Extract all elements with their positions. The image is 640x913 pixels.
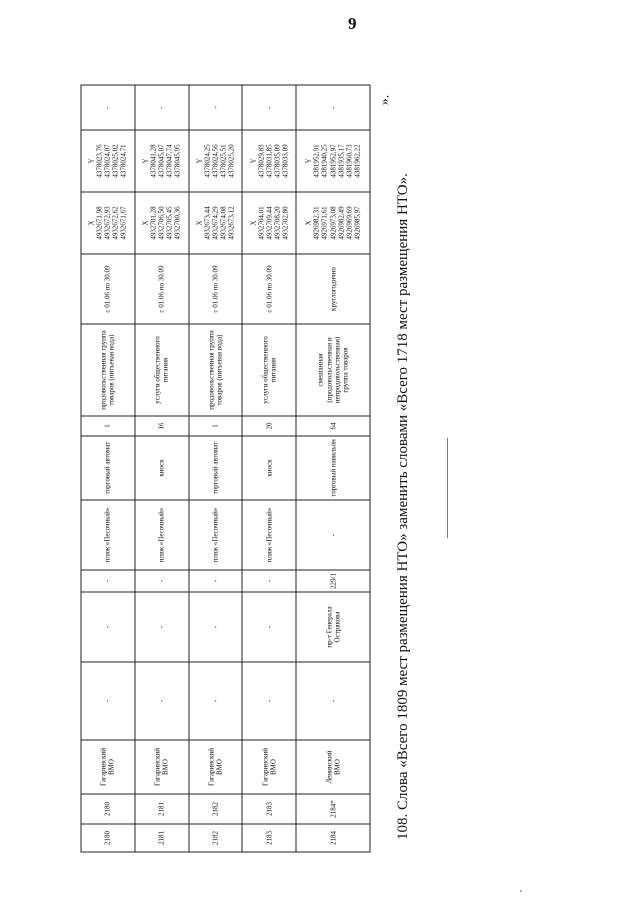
coordinate-value: 4932705,45 [165, 205, 174, 240]
coordinate-value: 4932672,62 [111, 205, 120, 240]
empty-cell: - [242, 662, 296, 740]
coordinate-value: 4926971,61 [320, 205, 329, 240]
original-number-cell: 2183 [242, 794, 296, 824]
district-cell: Гагаринский ВМО [188, 740, 242, 794]
note-cell: - [296, 85, 370, 130]
coordinate-value: 4932704,01 [256, 205, 265, 240]
coordinate-value: 4932701,28 [149, 205, 158, 240]
table-rotation-wrapper [80, 85, 370, 852]
coords-x-cell [242, 192, 296, 254]
coordinate-value: Y [248, 157, 257, 164]
coordinate-value: 4932708,20 [272, 205, 281, 240]
coordinate-value: Y [194, 157, 203, 164]
period-cell: с 01.06 по 30.09 [242, 254, 296, 324]
coordinate-value: 4378025,02 [111, 143, 120, 178]
coordinate-value: Y [304, 157, 313, 164]
amendment-instruction: 108. Слова «Всего 1809 мест размещения НТО» заменить словами «Всего 1718 мест размещения НТО». [395, 173, 411, 840]
coordinate-value: 4381962,22 [352, 143, 361, 178]
coords-y-cell [296, 130, 370, 192]
coordinate-value: 4932673,12 [227, 205, 236, 240]
scan-speck [520, 890, 522, 892]
street-cell: - [242, 592, 296, 662]
coords-y-cell [188, 130, 242, 192]
street-cell: - [188, 592, 242, 662]
area-count-cell: 16 [134, 416, 188, 436]
table-row [242, 85, 296, 852]
table-row [188, 85, 242, 852]
coords-x-cell [81, 192, 135, 254]
coordinate-value: X [194, 219, 203, 226]
coordinate-value: 4932674,08 [218, 205, 227, 240]
house-number-cell: - [134, 570, 188, 592]
district-cell: Ленинский ВМО [296, 740, 370, 794]
coordinate-value: X [87, 219, 96, 226]
coordinate-value: 4378045,95 [173, 143, 182, 178]
coordinate-value: 4932709,44 [264, 205, 273, 240]
nto-type-cell: торговый павильон [296, 436, 370, 500]
row-number-cell: 2182 [188, 824, 242, 852]
coordinate-value: 4926969,69 [344, 205, 353, 240]
house-number-cell: - [242, 570, 296, 592]
note-cell: - [134, 85, 188, 130]
coordinate-value: 4932674,29 [210, 205, 219, 240]
coordinate-value: 4378024,07 [103, 143, 112, 178]
coordinate-value: 4381952,97 [328, 143, 337, 178]
coordinate-value: 4926985,97 [352, 205, 361, 240]
location-cell: - [296, 500, 370, 570]
coords-y-cell [134, 130, 188, 192]
location-cell: пляж «Песочный» [242, 500, 296, 570]
table-row [296, 85, 370, 852]
closing-quote-mark: ». [377, 94, 393, 106]
page-number: 9 [348, 14, 357, 33]
coordinate-value: X [141, 219, 150, 226]
nto-type-cell: торговый автомат [81, 436, 135, 500]
coordinate-value: 4378033,09 [280, 143, 289, 178]
nto-placement-table [80, 84, 370, 852]
coordinate-value: 4932671,98 [95, 205, 104, 240]
coords-y-cell [81, 130, 135, 192]
coordinate-value: Y [87, 157, 96, 164]
specialization-cell: смешанная (продовольственная и непродовольственная) группа товаров [296, 324, 370, 416]
location-cell: пляж «Песочный» [134, 500, 188, 570]
specialization-cell: услуги общественного питания [134, 324, 188, 416]
house-number-cell: - [81, 570, 135, 592]
empty-cell: - [188, 662, 242, 740]
specialization-cell: услуги общественного питания [242, 324, 296, 416]
coordinate-value: 4381935,17 [336, 143, 345, 178]
coordinate-value: 4932700,36 [173, 205, 182, 240]
street-cell: - [81, 592, 135, 662]
area-count-cell: 64 [296, 416, 370, 436]
district-cell: Гагаринский ВМО [81, 740, 135, 794]
coordinate-value: 4932671,67 [119, 205, 128, 240]
table-row [81, 85, 135, 852]
coordinate-value: 4378024,25 [202, 143, 211, 178]
period-cell: с 01.06 по 30.09 [134, 254, 188, 324]
area-count-cell: 20 [242, 416, 296, 436]
coordinate-value: 4378029,83 [256, 143, 265, 178]
coordinate-value: 4932673,44 [202, 205, 211, 240]
original-number-cell: 2182 [188, 794, 242, 824]
coordinate-value: 4926982,31 [312, 205, 321, 240]
rotated-table-container [80, 85, 370, 852]
house-number-cell: 229/1 [296, 570, 370, 592]
specialization-cell: продовольственная группа товаров (питьевая вода) [188, 324, 242, 416]
note-cell: - [188, 85, 242, 130]
coordinate-value: 4378035,09 [272, 143, 281, 178]
coordinate-value: 4381952,91 [312, 143, 321, 178]
coordinate-value: 4926973,08 [328, 205, 337, 240]
street-cell: - [134, 592, 188, 662]
row-number-cell: 2183 [242, 824, 296, 852]
area-count-cell: 1 [188, 416, 242, 436]
period-cell: круглогодично [296, 254, 370, 324]
coordinate-value: 4378047,74 [165, 143, 174, 178]
period-cell: с 01.06 по 30.09 [188, 254, 242, 324]
coordinate-value: 4926982,49 [336, 205, 345, 240]
instruction-container [386, 120, 426, 840]
nto-type-cell: киоск [242, 436, 296, 500]
street-cell: пр-т Генерала Острякова [296, 592, 370, 662]
empty-cell: - [134, 662, 188, 740]
coordinate-value: X [304, 219, 313, 226]
period-cell: с 01.06 по 30.09 [81, 254, 135, 324]
original-number-cell: 2184* [296, 794, 370, 824]
location-cell: пляж «Песочный» [188, 500, 242, 570]
district-cell: Гагаринский ВМО [134, 740, 188, 794]
coordinate-value: 4378024,56 [210, 143, 219, 178]
original-number-cell: 2180 [81, 794, 135, 824]
coordinate-value: 4378031,85 [264, 143, 273, 178]
coordinate-value: 4381940,25 [320, 143, 329, 178]
row-number-cell: 2181 [134, 824, 188, 852]
coordinate-value: 4378024,71 [119, 143, 128, 178]
original-number-cell: 2181 [134, 794, 188, 824]
coords-x-cell [188, 192, 242, 254]
nto-type-cell: киоск [134, 436, 188, 500]
empty-cell: - [81, 662, 135, 740]
note-cell: - [242, 85, 296, 130]
district-cell: Гагаринский ВМО [242, 740, 296, 794]
row-number-cell: 2180 [81, 824, 135, 852]
coordinate-value: 4378025,20 [227, 143, 236, 178]
location-cell: пляж «Песочный» [81, 500, 135, 570]
coordinate-value: 4932706,50 [157, 205, 166, 240]
coordinate-value: 4378041,28 [149, 143, 158, 178]
coordinate-value: Y [141, 157, 150, 164]
coordinate-value: X [248, 219, 257, 226]
note-cell: - [81, 85, 135, 130]
coordinate-value: 4932702,80 [280, 205, 289, 240]
coordinate-value: 4378045,07 [157, 143, 166, 178]
area-count-cell: 1 [81, 416, 135, 436]
coords-x-cell [134, 192, 188, 254]
coordinate-value: 4378025,51 [218, 143, 227, 178]
empty-cell: - [296, 662, 370, 740]
house-number-cell: - [188, 570, 242, 592]
coordinate-value: 4381960,73 [344, 143, 353, 178]
specialization-cell: продовольственная группа товаров (питьевая вода) [81, 324, 135, 416]
separator-line [447, 438, 448, 538]
coordinate-value: 4932672,93 [103, 205, 112, 240]
coordinate-value: 4378023,76 [95, 143, 104, 178]
table-row [134, 85, 188, 852]
table-body [81, 85, 370, 852]
coords-x-cell [296, 192, 370, 254]
nto-type-cell: торговый автомат [188, 436, 242, 500]
coords-y-cell [242, 130, 296, 192]
row-number-cell: 2184 [296, 824, 370, 852]
